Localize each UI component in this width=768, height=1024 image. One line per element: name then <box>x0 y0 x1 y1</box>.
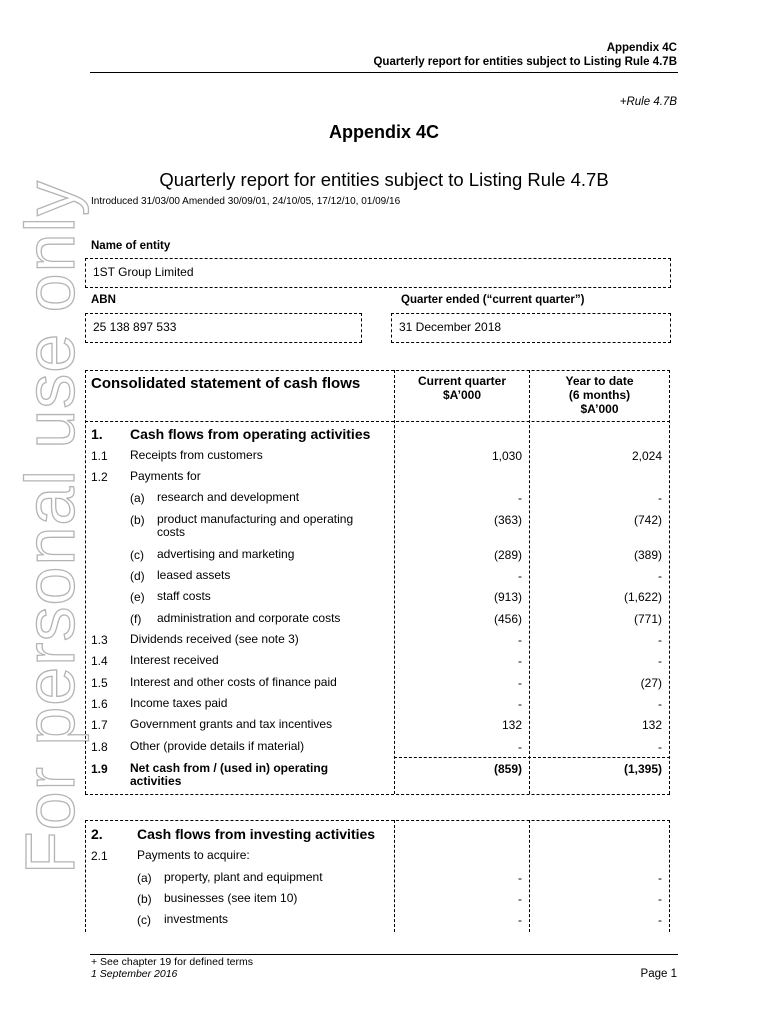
row-sub-letter: (d) <box>130 569 145 583</box>
table-left-border <box>85 370 86 794</box>
cell-current-quarter: (289) <box>493 548 522 562</box>
cell-year-to-date: (1,622) <box>623 590 662 604</box>
cell-current-quarter: - <box>518 892 522 906</box>
cell-current-quarter: (456) <box>493 612 522 626</box>
table-header-border <box>85 421 670 422</box>
total-current-quarter: (859) <box>493 762 522 776</box>
cell-year-to-date: - <box>658 697 662 711</box>
row-sub-letter: (b) <box>130 513 145 527</box>
footer-note: + See chapter 19 for defined terms <box>91 956 253 968</box>
cell-year-to-date: (27) <box>640 676 662 690</box>
cashflow-heading: Consolidated statement of cash flows <box>91 375 361 392</box>
section-2-title: Cash flows from investing activities <box>137 826 376 842</box>
row-sub-letter: (c) <box>130 548 144 562</box>
row-label: administration and corporate costs <box>157 611 341 625</box>
row-label: research and development <box>157 490 300 504</box>
footer-rule <box>90 954 678 955</box>
table2-left-border <box>85 820 86 932</box>
row-label: advertising and marketing <box>157 547 295 561</box>
cell-year-to-date: 132 <box>641 718 662 732</box>
cell-current-quarter: - <box>518 569 522 583</box>
cell-current-quarter: - <box>518 740 522 754</box>
row-label: leased assets <box>157 568 231 582</box>
row-label: investments <box>164 912 229 926</box>
cell-year-to-date: - <box>658 654 662 668</box>
cell-current-quarter: - <box>518 697 522 711</box>
watermark: For personal use only <box>11 179 89 875</box>
table2-top-border <box>85 820 670 821</box>
row-number: 1.3 <box>91 633 108 647</box>
total-year-to-date: (1,395) <box>623 762 662 776</box>
total-row-label: Net cash from / (used in) operating activities <box>130 761 329 788</box>
cell-current-quarter: (913) <box>493 590 522 604</box>
quarter-field: 31 December 2018 <box>391 313 671 343</box>
cell-year-to-date: - <box>658 569 662 583</box>
row-sub-letter: (c) <box>137 913 151 927</box>
header-report-title: Quarterly report for entities subject to Listing Rule 4.7B <box>373 56 677 68</box>
section-2-number: 2. <box>91 826 103 842</box>
row-label: property, plant and equipment <box>164 870 323 884</box>
page-subtitle: Quarterly report for entities subject to Listing Rule 4.7B <box>159 169 609 190</box>
row-sub-letter: (a) <box>130 491 145 505</box>
rule-reference: +Rule 4.7B <box>619 96 677 108</box>
total-row-border <box>394 757 670 758</box>
footer-date: 1 September 2016 <box>91 968 178 980</box>
row-sub-letter: (a) <box>137 871 152 885</box>
row-number: 2.1 <box>91 849 108 863</box>
cell-current-quarter: - <box>518 633 522 647</box>
row-label: Interest received <box>130 653 219 667</box>
header-rule <box>90 72 678 73</box>
cell-current-quarter: - <box>518 871 522 885</box>
row-sub-letter: (e) <box>130 590 145 604</box>
row-label: Receipts from customers <box>130 448 263 462</box>
quarter-label: Quarter ended (“current quarter”) <box>401 294 585 306</box>
row-label: Payments to acquire: <box>137 848 250 862</box>
page-number: Page 1 <box>640 968 677 980</box>
row-label: Interest and other costs of finance paid <box>130 675 337 689</box>
cell-year-to-date: - <box>658 633 662 647</box>
cell-current-quarter: - <box>518 491 522 505</box>
row-number: 1.7 <box>91 718 108 732</box>
total-row-number: 1.9 <box>91 762 108 776</box>
table-right-border <box>669 370 670 794</box>
row-number: 1.1 <box>91 449 108 463</box>
cell-year-to-date: (389) <box>633 548 662 562</box>
cell-year-to-date: (771) <box>633 612 662 626</box>
row-number: 1.6 <box>91 697 108 711</box>
row-number: 1.5 <box>91 676 108 690</box>
abn-field: 25 138 897 533 <box>85 313 362 343</box>
row-label: Payments for <box>130 469 201 483</box>
section-1-number: 1. <box>91 426 103 442</box>
cell-year-to-date: - <box>658 871 662 885</box>
page-title: Appendix 4C <box>328 122 439 142</box>
cell-year-to-date: - <box>658 491 662 505</box>
table-bottom-border <box>85 794 670 795</box>
row-label: Other (provide details if material) <box>130 739 305 753</box>
cell-year-to-date: - <box>658 740 662 754</box>
row-label: staff costs <box>157 589 211 603</box>
cell-current-quarter: 132 <box>501 718 522 732</box>
cell-year-to-date: - <box>658 892 662 906</box>
cell-current-quarter: 1,030 <box>491 449 522 463</box>
row-number: 1.4 <box>91 654 108 668</box>
entity-name-label: Name of entity <box>91 240 171 252</box>
table-top-border <box>85 370 670 371</box>
row-label: businesses (see item 10) <box>164 891 298 905</box>
section-1-title: Cash flows from operating activities <box>130 426 371 442</box>
cell-current-quarter: - <box>518 676 522 690</box>
row-number: 1.2 <box>91 470 108 484</box>
row-label: Dividends received (see note 3) <box>130 632 299 646</box>
cell-year-to-date: - <box>658 913 662 927</box>
entity-name-field: 1ST Group Limited <box>85 258 671 288</box>
row-number: 1.8 <box>91 740 108 754</box>
cell-current-quarter: (363) <box>493 513 522 527</box>
abn-label: ABN <box>91 294 116 306</box>
cell-current-quarter: - <box>518 654 522 668</box>
col-year-to-date-header: Year to date (6 months) $A’000 <box>565 374 634 416</box>
row-sub-letter: (f) <box>130 612 142 626</box>
col-current-quarter-header: Current quarter $A’000 <box>417 374 506 402</box>
cell-year-to-date: (742) <box>633 513 662 527</box>
header-appendix: Appendix 4C <box>606 42 677 54</box>
table2-right-border <box>669 820 670 932</box>
cell-current-quarter: - <box>518 913 522 927</box>
row-label: product manufacturing and operating costs <box>157 512 354 539</box>
row-label: Income taxes paid <box>130 696 228 710</box>
introduced-note: Introduced 31/03/00 Amended 30/09/01, 24/10/05, 17/12/10, 01/09/16 <box>91 196 401 207</box>
row-label: Government grants and tax incentives <box>130 717 333 731</box>
cell-year-to-date: 2,024 <box>631 449 662 463</box>
row-sub-letter: (b) <box>137 892 152 906</box>
